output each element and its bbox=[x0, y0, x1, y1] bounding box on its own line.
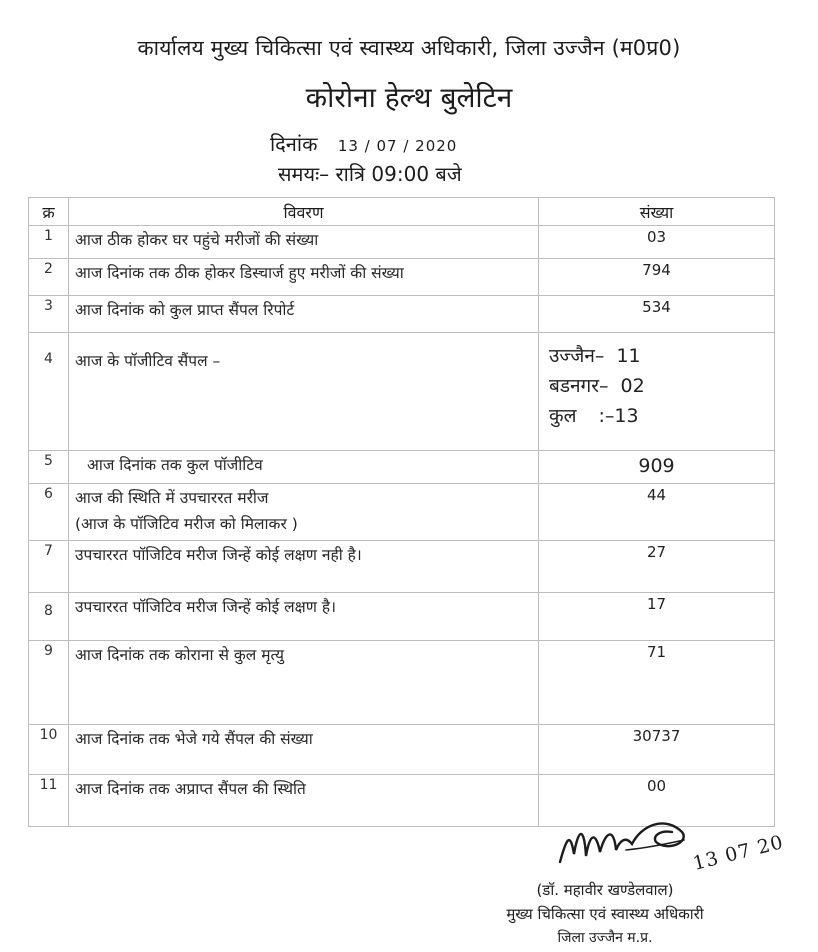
row-desc: आज दिनांक तक अप्राप्त सैंपल की स्थिति bbox=[69, 775, 539, 827]
row-desc-line2: (आज के पॉजिटिव मरीज को मिलाकर ) bbox=[75, 515, 298, 533]
row-sr: 3 bbox=[29, 296, 69, 333]
row-desc: आज ठीक होकर घर पहुंचे मरीजों की संख्या bbox=[69, 226, 539, 259]
table-row bbox=[29, 451, 775, 484]
row-sr: 7 bbox=[29, 541, 69, 593]
row-sr: 5 bbox=[29, 451, 69, 484]
table-row bbox=[29, 593, 775, 641]
row-desc: आज दिनांक तक कोराना से कुल मृत्यु bbox=[69, 641, 539, 725]
table-row bbox=[29, 641, 775, 725]
row-value: 00 bbox=[539, 775, 775, 827]
signer-name: (डॉ. महावीर खण्डेलवाल) bbox=[536, 881, 674, 899]
signer-district: जिला उज्जैन म.प्र. bbox=[557, 930, 653, 946]
row-desc-line1: आज की स्थिति में उपचाररत मरीज bbox=[75, 489, 269, 507]
table-row bbox=[29, 226, 775, 259]
positive-breakdown bbox=[539, 333, 775, 451]
date-label: दिनांक bbox=[270, 132, 318, 156]
bulletin-title: कोरोना हेल्थ बुलेटिन bbox=[305, 81, 513, 114]
row-sr: 1 bbox=[29, 226, 69, 259]
table-row bbox=[29, 541, 775, 593]
row-value: 71 bbox=[539, 641, 775, 725]
row-value: 03 bbox=[539, 226, 775, 259]
row-sr: 4 bbox=[29, 333, 69, 451]
header-count: संख्या bbox=[539, 198, 775, 226]
row-desc: आज दिनांक तक ठीक होकर डिस्चार्ज हुए मरीजों की संख्या bbox=[69, 259, 539, 296]
office-heading: कार्यालय मुख्य चिकित्सा एवं स्वास्थ्य अधिकारी, जिला उज्जैन (म0प्र0) bbox=[137, 36, 681, 60]
breakdown-total: कुल :–13 bbox=[549, 405, 639, 427]
bulletin-table bbox=[28, 197, 775, 827]
row-sr: 8 bbox=[29, 593, 69, 641]
row-value: 27 bbox=[539, 541, 775, 593]
date-value: 13 / 07 / 2020 bbox=[337, 137, 458, 155]
row-desc: उपचाररत पॉजिटिव मरीज जिन्हें कोई लक्षण नही है। bbox=[69, 541, 539, 593]
row-sr: 11 bbox=[29, 775, 69, 827]
row-value: 534 bbox=[539, 296, 775, 333]
row-value: 909 bbox=[539, 451, 775, 484]
breakdown-badnagar: बडनगर– 02 bbox=[549, 375, 645, 397]
time-line: समयः– रात्रि 09:00 बजे bbox=[278, 162, 462, 186]
row-desc: उपचाररत पॉजिटिव मरीज जिन्हें कोई लक्षण है। bbox=[69, 593, 539, 641]
header-desc: विवरण bbox=[69, 198, 539, 226]
row-sr: 6 bbox=[29, 484, 69, 541]
row-desc bbox=[69, 484, 539, 541]
date-line bbox=[270, 130, 457, 157]
row-desc: आज दिनांक तक भेजे गये सैंपल की संख्या bbox=[69, 725, 539, 775]
row-value: 30737 bbox=[539, 725, 775, 775]
row-desc: आज दिनांक तक कुल पॉजीटिव bbox=[69, 451, 539, 484]
row-value: 17 bbox=[539, 593, 775, 641]
row-value: 794 bbox=[539, 259, 775, 296]
table-row bbox=[29, 259, 775, 296]
row-sr: 2 bbox=[29, 259, 69, 296]
signer-designation: मुख्य चिकित्सा एवं स्वास्थ्य अधिकारी bbox=[506, 905, 704, 923]
table-row bbox=[29, 484, 775, 541]
table-row bbox=[29, 725, 775, 775]
breakdown-ujjain: उज्जैन– 11 bbox=[549, 345, 641, 367]
row-desc: आज दिनांक को कुल प्राप्त सैंपल रिपोर्ट bbox=[69, 296, 539, 333]
row-desc: आज के पॉजीटिव सैंपल – bbox=[69, 333, 539, 451]
table-row bbox=[29, 296, 775, 333]
signature-date: 13 07 20 bbox=[690, 831, 786, 875]
row-value: 44 bbox=[539, 484, 775, 541]
header-sr: क्र bbox=[29, 198, 69, 226]
row-sr: 10 bbox=[29, 725, 69, 775]
table-header-row bbox=[29, 198, 775, 226]
row-sr: 9 bbox=[29, 641, 69, 725]
table-row bbox=[29, 333, 775, 451]
